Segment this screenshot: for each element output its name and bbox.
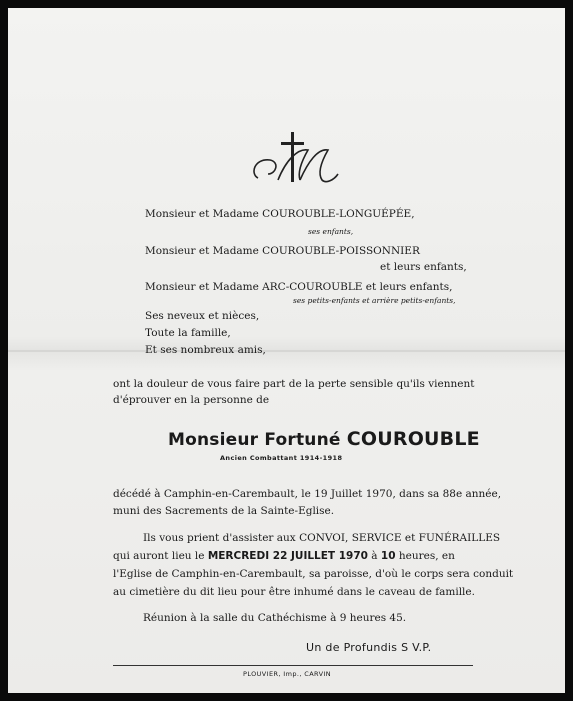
family-line-1: Monsieur et Madame COUROUBLE-LONGUÉPÉE, — [145, 208, 415, 220]
printer-credit: PLOUVIER, Imp., CARVIN — [243, 670, 332, 678]
death-line-2: muni des Sacrements de la Sainte-Eglise. — [113, 505, 335, 517]
service-line-4: au cimetière du dit lieu pour être inhumé dans le caveau de famille. — [113, 586, 475, 598]
friends-line: Et ses nombreux amis, — [145, 344, 266, 356]
deceased-name: Monsieur Fortuné COUROUBLE — [168, 428, 480, 450]
service-line-3: l'Eglise de Camphin-en-Carembault, sa paroisse, d'où le corps sera conduit — [113, 568, 514, 580]
profundis-line: Un de Profundis S V.P. — [306, 641, 432, 654]
family-sub-2: et leurs enfants, — [380, 261, 467, 273]
death-line-1: décédé à Camphin-en-Carembault, le 19 Juillet 1970, dans sa 88e année, — [113, 488, 502, 500]
funeral-notice — [8, 8, 565, 693]
divider — [113, 665, 473, 666]
family-all-line: Toute la famille, — [145, 327, 231, 339]
paper-fold — [8, 350, 565, 352]
family-line-2: Monsieur et Madame COUROUBLE-POISSONNIER — [145, 245, 420, 257]
family-line-3: Monsieur et Madame ARC-COUROUBLE et leurs enfants, — [145, 281, 453, 293]
deceased-title: Ancien Combattant 1914-1918 — [220, 454, 343, 462]
announcement-line-1: ont la douleur de vous faire part de la perte sensible qu'ils viennent — [113, 378, 475, 390]
monogram-cross-icon — [248, 130, 348, 192]
family-sub-1: ses enfants, — [308, 227, 354, 236]
service-line-2: qui auront lieu le MERCREDI 22 JUILLET 1970 à 10 heures, en — [113, 550, 455, 562]
family-sub-3: ses petits-enfants et arrière petits-enfants, — [293, 296, 456, 305]
nephews-line: Ses neveux et nièces, — [145, 310, 260, 322]
reunion-line: Réunion à la salle du Cathéchisme à 9 heures 45. — [143, 612, 407, 624]
announcement-line-2: d'éprouver en la personne de — [113, 394, 270, 406]
service-line-1: Ils vous prient d'assister aux CONVOI, SERVICE et FUNÉRAILLES — [143, 532, 501, 544]
